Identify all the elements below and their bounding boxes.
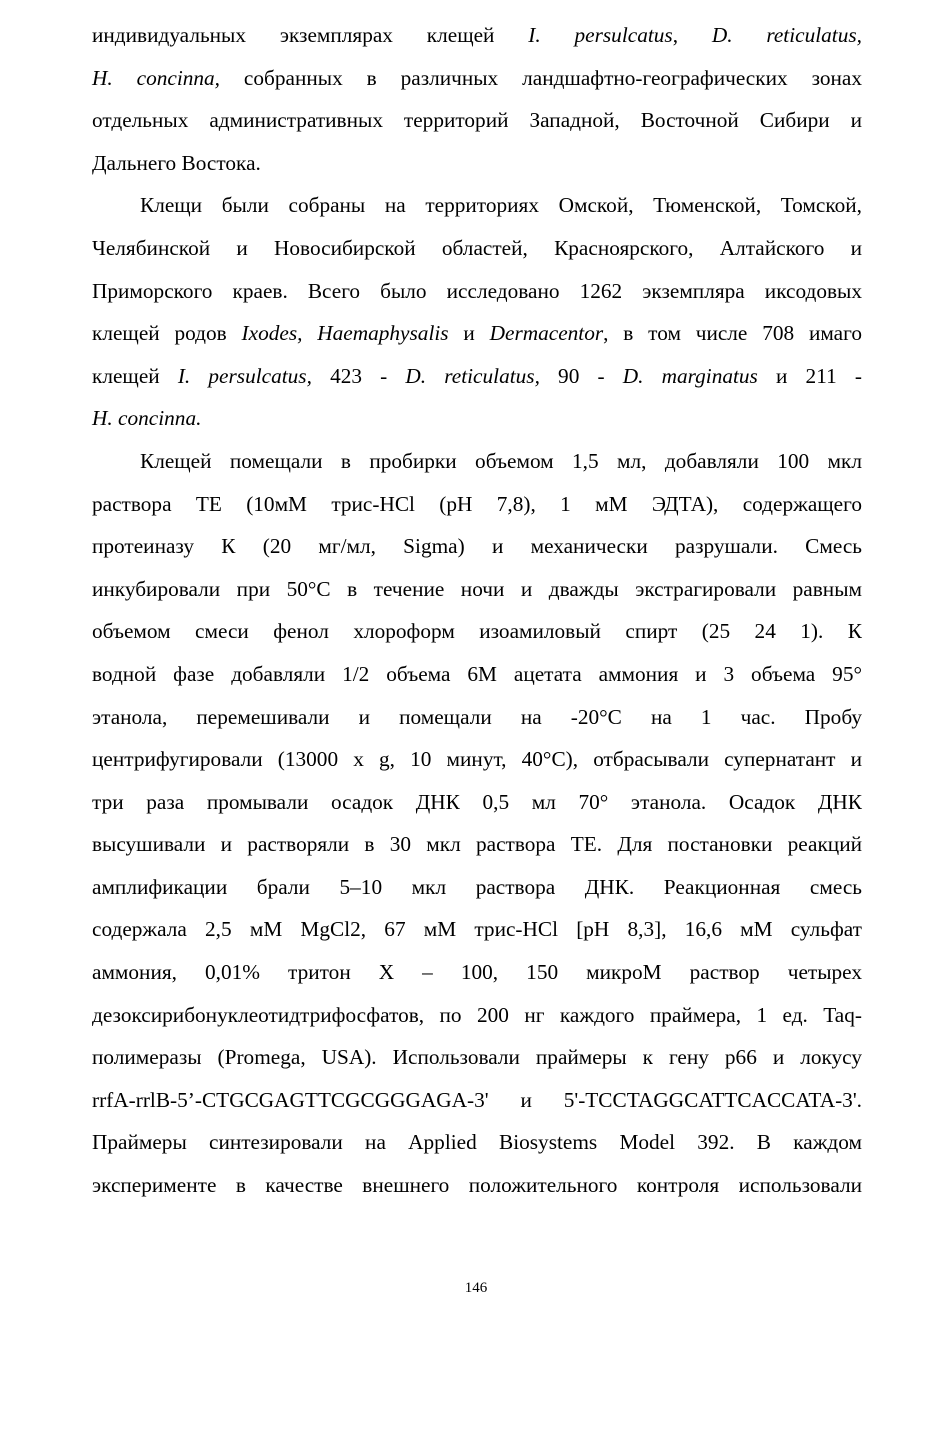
text-run: инкубировали при 50°С в течение ночи и дважды экстрагировали равным	[92, 576, 862, 601]
text-run: амплификации брали 5–10 мкл раствора ДНК. Реакционная смесь	[92, 874, 862, 899]
page-body	[92, 14, 862, 1207]
text-run: протеиназу К (20 мг/мл, Sigma) и механически разрушали. Смесь	[92, 534, 862, 559]
italic-term: D. reticulatus,	[711, 23, 862, 47]
text-line	[92, 142, 862, 185]
text-line	[92, 696, 862, 739]
text-line	[92, 440, 862, 483]
text-run: Челябинской и Новосибирской областей, Красноярского, Алтайского и	[92, 235, 862, 260]
text-line	[92, 951, 862, 994]
italic-term: I. persulcatus	[528, 23, 673, 47]
text-run: клещей	[92, 363, 178, 388]
text-line	[92, 355, 862, 398]
italic-term: Dermacentor	[489, 321, 604, 346]
text-run: 90 -	[539, 363, 623, 388]
paragraph	[92, 440, 862, 1207]
text-column	[92, 14, 862, 1207]
text-line	[92, 1036, 862, 1079]
text-line	[92, 99, 862, 142]
text-run: Праймеры синтезировали на Applied Biosystems Model 392. В каждом	[92, 1130, 862, 1155]
text-run: Дальнего Востока.	[92, 150, 261, 175]
text-run: rrfA-rrlB-5’-CTGCGAGTTCGCGGGAGA-3' и 5'-TCCTAGGCATTCACCATA-3'.	[92, 1087, 862, 1112]
text-run: три раза промывали осадок ДНК 0,5 мл 70° этанола. Осадок ДНК	[92, 789, 862, 814]
italic-term: D. reticulatus,	[405, 363, 540, 388]
text-line	[92, 994, 862, 1037]
text-line	[92, 397, 862, 440]
text-line	[92, 738, 862, 781]
text-run: , в том числе 708 имаго	[603, 321, 862, 346]
text-line	[92, 653, 862, 696]
text-run: отдельных административных территорий Западной, Восточной Сибири и	[92, 108, 862, 133]
text-line	[92, 57, 862, 100]
text-line	[92, 908, 862, 951]
text-line	[92, 568, 862, 611]
italic-term: H. concinna.	[92, 406, 202, 431]
text-line	[92, 312, 862, 355]
text-run: Клещей помещали в пробирки объемом 1,5 мл, добавляли 100 мкл	[140, 448, 862, 473]
text-run: центрифугировали (13000 х g, 10 минут, 40°С), отбрасывали супернатант и	[92, 747, 862, 772]
text-run: ,	[672, 23, 712, 47]
text-run: высушивали и растворяли в 30 мкл раствора ТЕ. Для постановки реакций	[92, 832, 862, 857]
text-run: раствора ТЕ (10мМ трис-HCl (pH 7,8), 1 мМ ЭДТА), содержащего	[92, 491, 862, 516]
italic-term: H. concinna,	[92, 65, 221, 90]
text-line	[92, 483, 862, 526]
text-line	[92, 866, 862, 909]
text-line	[92, 184, 862, 227]
text-line	[92, 823, 862, 866]
text-line	[92, 1164, 862, 1207]
text-run: аммония, 0,01% тритон Х – 100, 150 микроМ раствор четырех	[92, 960, 862, 985]
text-line	[92, 610, 862, 653]
italic-term: I. persulcatus,	[177, 363, 312, 388]
text-line	[92, 1121, 862, 1164]
text-line	[92, 1079, 862, 1122]
italic-term: Ixodes, Haemaphysalis	[241, 321, 449, 346]
paragraph	[92, 184, 862, 440]
text-run: Приморского краев. Всего было исследовано 1262 экземпляра иксодовых	[92, 278, 862, 303]
paragraph	[92, 14, 862, 184]
text-run: этанола, перемешивали и помещали на -20°С на 1 час. Пробу	[92, 704, 862, 729]
text-run: 423 -	[311, 363, 406, 388]
text-run: эксперименте в качестве внешнего положительного контроля использовали	[92, 1173, 862, 1198]
text-run: собранных в различных ландшафтно-географических зонах	[220, 65, 862, 90]
text-line	[92, 781, 862, 824]
text-run: и	[448, 321, 490, 346]
text-run: индивидуальных экземплярах клещей	[92, 23, 529, 47]
text-run: клещей родов	[92, 321, 242, 346]
text-line	[92, 525, 862, 568]
text-line	[92, 227, 862, 270]
text-run: Клещи были собраны на территориях Омской, Тюменской, Томской,	[140, 193, 862, 218]
text-run: полимеразы (Promega, USA). Использовали праймеры к гену р66 и локусу	[92, 1045, 862, 1070]
page-number: 146	[464, 1280, 488, 1296]
italic-term: D. marginatus	[622, 363, 758, 388]
text-run: содержала 2,5 мМ MgCl2, 67 мМ трис-HCl [pH 8,3], 16,6 мМ сульфат	[92, 917, 862, 942]
text-run: и 211 -	[757, 363, 862, 388]
text-line	[92, 270, 862, 313]
text-run: водной фазе добавляли 1/2 объема 6М ацетата аммония и 3 объема 95°	[92, 661, 862, 686]
text-run: объемом смеси фенол хлороформ изоамиловый спирт (25 24 1). К	[92, 619, 862, 644]
text-run: дезоксирибонуклеотидтрифосфатов, по 200 нг каждого праймера, 1 ед. Taq-	[92, 1002, 862, 1027]
text-line	[92, 14, 862, 57]
